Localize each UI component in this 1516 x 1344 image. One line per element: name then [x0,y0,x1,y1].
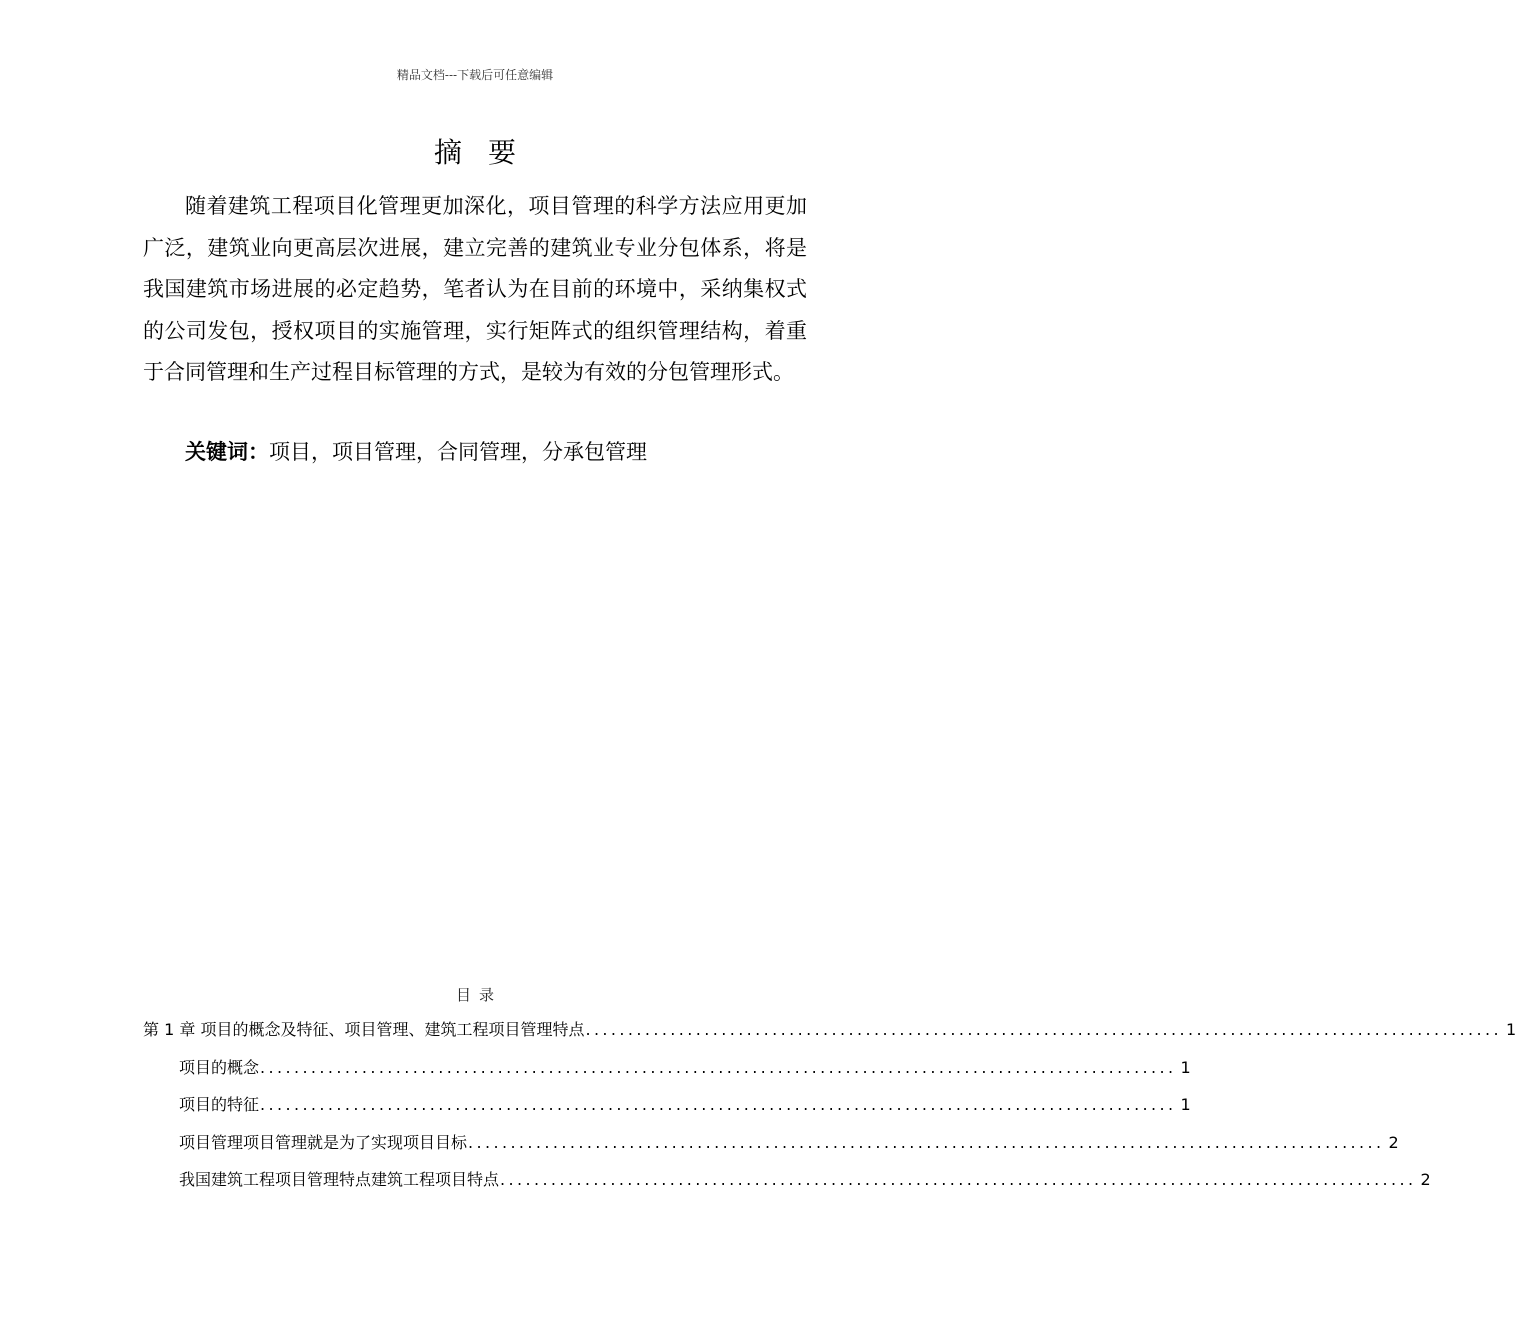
toc-entry-text: 项目的特征 [179,1095,260,1114]
abstract-body: 随着建筑工程项目化管理更加深化，项目管理的科学方法应用更加广泛，建筑业向更高层次进展，建立完善的建筑业专业分包体系，将是我国建筑市场进展的必定趋势，笔者认为在目前的环境中，采纳集权式的公司发包，授权项目的实施管理，实行矩阵式的组织管理结构，着重于合同管理和生产过程目标管理的方式，是较为有效的分包管理形式。 [143,194,807,385]
abstract-title: 摘要 [433,136,542,169]
toc-entry-text: 我国建筑工程项目管理特点建筑工程项目特点 [179,1170,500,1189]
toc-entry[interactable] [143,1167,1431,1205]
toc-entry-text: 项目管理项目管理就是为了实现项目目标 [179,1132,468,1152]
toc-entry-page: 2 [1388,1132,1399,1152]
toc-leader-dots: ............................................................................................................ [500,1170,1417,1189]
toc-leader-dots: ............................................................................................................ [468,1132,1385,1152]
toc-leader-dots: ............................................................................................................ [585,1020,1502,1039]
toc-entry[interactable] [143,1130,1399,1168]
table-of-contents [143,1017,1516,1205]
toc-entry-page: 2 [1420,1170,1431,1189]
toc-title: 目录 [455,986,502,1004]
toc-entry-text: 项目的概念 [179,1057,260,1077]
toc-leader-dots: ............................................................................................................ [260,1057,1177,1077]
keywords-value: 项目，项目管理，合同管理，分承包管理 [269,440,647,464]
toc-leader-dots: ............................................................................................................ [260,1095,1177,1114]
toc-entry-page: 1 [1180,1057,1191,1077]
page-header: 精品文档---下载后可任意编辑 [396,68,554,82]
toc-entry[interactable] [143,1092,1191,1130]
toc-entry[interactable] [143,1055,1191,1093]
toc-entry-page: 1 [1505,1020,1516,1039]
keywords-label: 关键词： [185,440,269,464]
toc-entry-text: 第 1 章 项目的概念及特征、项目管理、建筑工程项目管理特点 [143,1020,585,1039]
toc-entry-page: 1 [1180,1095,1191,1114]
toc-entry[interactable] [143,1017,1516,1055]
keywords-line [185,432,805,472]
